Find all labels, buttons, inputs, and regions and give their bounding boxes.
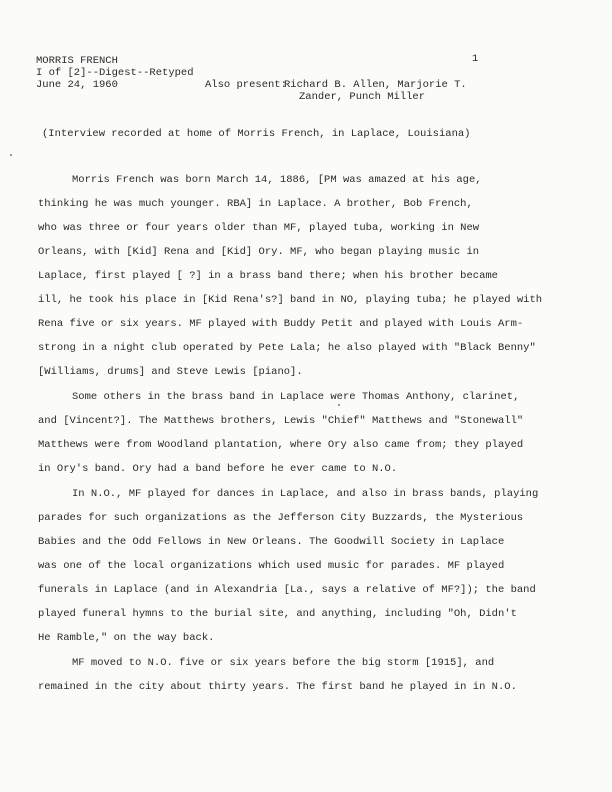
body-line: Babies and the Odd Fellows in New Orleans. The Goodwill Society in Laplace	[38, 536, 505, 548]
also-present-line-1: Richard B. Allen, Marjorie T.	[284, 79, 467, 91]
body-line: In N.O., MF played for dances in Laplace, and also in brass bands, playing	[72, 488, 539, 500]
body-line: Matthews were from Woodland plantation, where Ory also came from; they played	[38, 439, 524, 451]
body-line: Some others in the brass band in Laplace were Thomas Anthony, clarinet,	[72, 391, 520, 403]
body-line: parades for such organizations as the Jefferson City Buzzards, the Mysterious	[38, 512, 524, 524]
reel-info: I of [2]--Digest--Retyped	[36, 67, 194, 79]
body-line: Laplace, first played [ ?] in a brass band there; when his brother became	[38, 270, 498, 282]
body-line: Orleans, with [Kid] Rena and [Kid] Ory. MF, who began playing music in	[38, 246, 480, 258]
body-line: thinking he was much younger. RBA] in Laplace. A brother, Bob French,	[38, 198, 473, 210]
interview-location-note: (Interview recorded at home of Morris French, in Laplace, Louisiana)	[42, 128, 471, 140]
body-line: funerals in Laplace (and in Alexandria [La., says a relative of MF?]); the band	[38, 584, 536, 596]
page-number: 1	[472, 53, 479, 65]
body-line: and [Vincent?]. The Matthews brothers, Lewis "Chief" Matthews and "Stonewall"	[38, 415, 524, 427]
interviewee-name: MORRIS FRENCH	[36, 55, 118, 67]
body-line: He Ramble," on the way back.	[38, 632, 215, 644]
body-line: MF moved to N.O. five or six years before the big storm [1915], and	[72, 657, 495, 669]
body-line: was one of the local organizations which used music for parades. MF played	[38, 560, 505, 572]
body-line: [Williams, drums] and Steve Lewis [piano].	[38, 366, 303, 378]
body-line: played funeral hymns to the burial site, and anything, including "Oh, Didn't	[38, 608, 517, 620]
body-line: who was three or four years older than MF, played tuba, working in New	[38, 222, 480, 234]
interview-date: June 24, 1960	[36, 79, 118, 91]
also-present-line-2: Zander, Punch Miller	[299, 91, 426, 103]
body-line: remained in the city about thirty years. The first band he played in in N.O.	[38, 681, 517, 693]
also-present-label: Also present:	[205, 79, 287, 91]
scan-speck	[338, 404, 340, 406]
body-line: ill, he took his place in [Kid Rena's?] band in NO, playing tuba; he played with	[38, 294, 543, 306]
body-line: Rena five or six years. MF played with Buddy Petit and played with Louis Arm-	[38, 318, 524, 330]
body-line: strong in a night club operated by Pete Lala; he also played with "Black Benny"	[38, 342, 536, 354]
body-line: in Ory's band. Ory had a band before he ever came to N.O.	[38, 463, 398, 475]
body-line: Morris French was born March 14, 1886, [PM was amazed at his age,	[72, 174, 482, 186]
scan-speck	[10, 154, 12, 156]
